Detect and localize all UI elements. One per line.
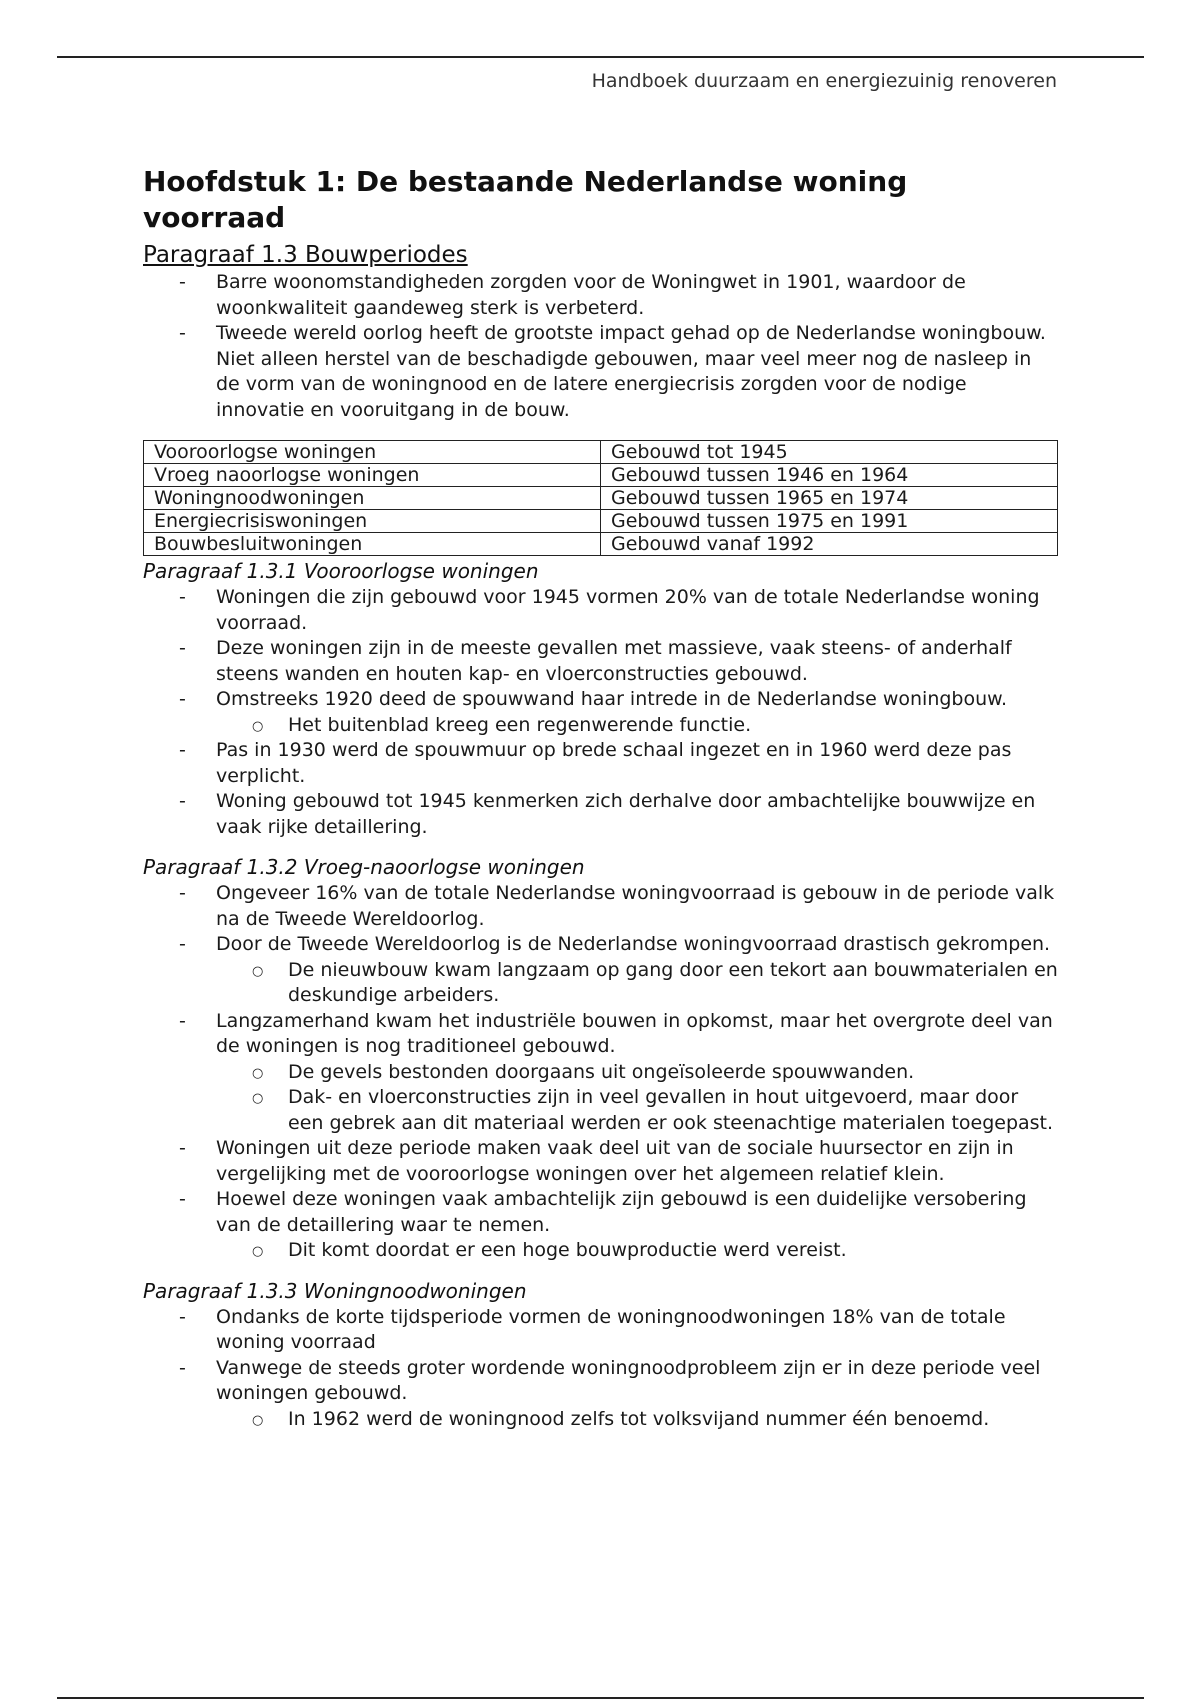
table-cell-type: Vroeg naoorlogse woningen xyxy=(144,464,601,487)
list-item: - Woningen uit deze periode maken vaak deel uit van de sociale huursector en zijn in vergelijking met de vooroorlogse woningen over het algemeen relatief klein. xyxy=(143,1136,1058,1187)
table-cell-period: Gebouwd tussen 1975 en 1991 xyxy=(601,510,1058,533)
table-cell-type: Energiecrisiswoningen xyxy=(144,510,601,533)
section-heading-1-3-3: Paragraaf 1.3.3 Woningnoodwoningen xyxy=(143,1278,527,1303)
list-item: - Woningen die zijn gebouwd voor 1945 vormen 20% van de totale Nederlandse woning voorraad. xyxy=(143,585,1058,636)
table-row xyxy=(144,487,1058,510)
list-item: - Langzamerhand kwam het industriële bouwen in opkomst, maar het overgrote deel van de woningen is nog traditioneel gebouwd. xyxy=(143,1009,1058,1060)
building-periods-table xyxy=(143,440,1058,556)
document-body xyxy=(143,164,1058,1432)
sub-list-item: ○ De nieuwbouw kwam langzaam op gang door een tekort aan bouwmaterialen en deskundige arbeiders. xyxy=(143,958,1058,1009)
table-cell-period: Gebouwd tussen 1946 en 1964 xyxy=(601,464,1058,487)
header-rule xyxy=(57,56,1144,58)
section-heading-1-3: Paragraaf 1.3 Bouwperiodes xyxy=(143,242,468,268)
table-cell-period: Gebouwd tot 1945 xyxy=(601,441,1058,464)
list-item: - Ongeveer 16% van de totale Nederlandse woningvoorraad is gebouw in de periode valk na de Tweede Wereldoorlog. xyxy=(143,881,1058,932)
table-row xyxy=(144,464,1058,487)
bullet-list-1-3-3 xyxy=(143,1305,1058,1433)
table-row xyxy=(144,441,1058,464)
list-item: - Vanwege de steeds groter wordende woningnoodprobleem zijn er in deze periode veel woningen gebouwd. xyxy=(143,1356,1058,1407)
section-heading-1-3-1: Paragraaf 1.3.1 Vooroorlogse woningen xyxy=(143,559,539,583)
bullet-list-1-3-2 xyxy=(143,881,1058,1264)
running-header: Handboek duurzaam en energiezuinig renoveren xyxy=(591,70,1057,92)
list-item: - Omstreeks 1920 deed de spouwwand haar intrede in de Nederlandse woningbouw. xyxy=(143,687,1058,713)
table-cell-type: Bouwbesluitwoningen xyxy=(144,533,601,556)
table-row xyxy=(144,533,1058,556)
bullet-list-1-3-1 xyxy=(143,585,1058,840)
table-cell-period: Gebouwd tussen 1965 en 1974 xyxy=(601,487,1058,510)
section-heading-1-3-2: Paragraaf 1.3.2 Vroeg-naoorlogse woningen xyxy=(143,855,585,879)
sub-list-item: ○ Dit komt doordat er een hoge bouwproductie werd vereist. xyxy=(143,1238,1058,1264)
list-item: - Barre woonomstandigheden zorgden voor de Woningwet in 1901, waardoor de woonkwaliteit gaandeweg sterk is verbeterd. xyxy=(143,270,1058,321)
list-item: - Woning gebouwd tot 1945 kenmerken zich derhalve door ambachtelijke bouwwijze en vaak rijke detaillering. xyxy=(143,789,1058,840)
list-item: - Tweede wereld oorlog heeft de grootste impact gehad op de Nederlandse woningbouw. Niet alleen herstel van de beschadigde gebouwen, maar veel meer nog de nasleep in de vorm van de woningnood en de latere energiecrisis zorgden voor de nodige innovatie en vooruitgang in de bouw. xyxy=(143,321,1058,423)
sub-list-item: ○ De gevels bestonden doorgaans uit ongeïsoleerde spouwwanden. xyxy=(143,1060,1058,1086)
table-cell-type: Woningnoodwoningen xyxy=(144,487,601,510)
list-item: - Ondanks de korte tijdsperiode vormen de woningnoodwoningen 18% van de totale woning voorraad xyxy=(143,1305,1058,1356)
list-item: - Door de Tweede Wereldoorlog is de Nederlandse woningvoorraad drastisch gekrompen. xyxy=(143,932,1058,958)
list-item: - Deze woningen zijn in de meeste gevallen met massieve, vaak steens- of anderhalf steens wanden en houten kap- en vloerconstructies gebouwd. xyxy=(143,636,1058,687)
footer-rule xyxy=(57,1697,1144,1699)
sub-list-item: ○ In 1962 werd de woningnood zelfs tot volksvijand nummer één benoemd. xyxy=(143,1407,1058,1433)
sub-list-item: ○ Dak- en vloerconstructies zijn in veel gevallen in hout uitgevoerd, maar door een gebrek aan dit materiaal werden er ook steenachtige materialen toegepast. xyxy=(143,1085,1058,1136)
list-item: - Pas in 1930 werd de spouwmuur op brede schaal ingezet en in 1960 werd deze pas verplicht. xyxy=(143,738,1058,789)
sub-list-item: ○ Het buitenblad kreeg een regenwerende functie. xyxy=(143,713,1058,739)
list-item: - Hoewel deze woningen vaak ambachtelijk zijn gebouwd is een duidelijke versobering van de detaillering waar te nemen. xyxy=(143,1187,1058,1238)
bullet-list-1-3 xyxy=(143,270,1058,423)
table-cell-period: Gebouwd vanaf 1992 xyxy=(601,533,1058,556)
chapter-title: Hoofdstuk 1: De bestaande Nederlandse woning voorraad xyxy=(143,165,908,234)
table-row xyxy=(144,510,1058,533)
table-cell-type: Vooroorlogse woningen xyxy=(144,441,601,464)
